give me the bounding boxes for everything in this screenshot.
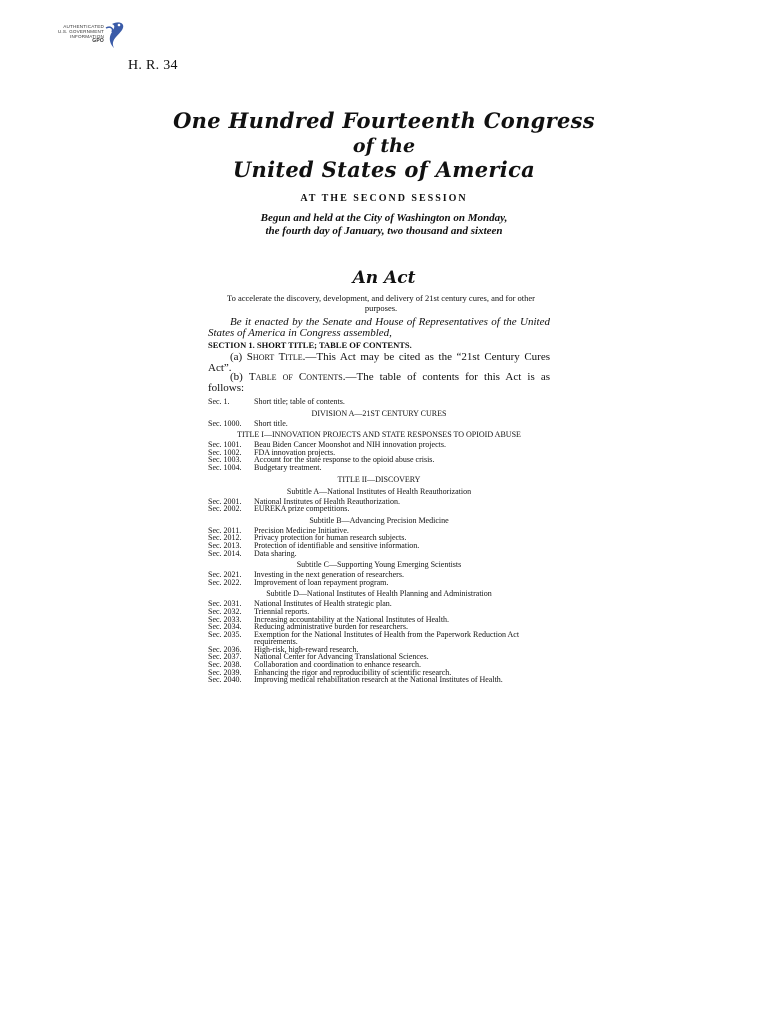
toc-section-number: Sec. 1004.	[208, 462, 242, 472]
toc-section-title: Reducing administrative burden for researchers.	[254, 622, 408, 632]
toc-section-number: Sec. 2037.	[208, 652, 242, 662]
toc-entry	[208, 464, 550, 472]
session-heading: AT THE SECOND SESSION	[300, 193, 468, 204]
seal-line: U.S. GOVERNMENT	[57, 29, 104, 34]
toc-entry	[208, 676, 550, 684]
toc-section-title: Investing in the next generation of researchers.	[254, 570, 404, 580]
toc-section-number: Sec. 1.	[208, 397, 230, 406]
enacting-clause: Be it enacted by the Senate and House of Representatives of the United States of America in Congress assembled,	[208, 316, 550, 339]
seal-line: AUTHENTICATED	[63, 24, 104, 29]
toc-section-number: Sec. 2033.	[208, 614, 242, 624]
toc-section-number: Sec. 2038.	[208, 660, 242, 670]
toc-section-number: Sec. 2002.	[208, 504, 242, 514]
para-heading: Short Title	[246, 351, 303, 363]
toc-section-title: Exemption for the National Institutes of Health from the Paperwork Reduction Act requirements.	[254, 629, 520, 647]
toc-section-number: Sec. 2040.	[208, 675, 242, 685]
toc-section-title: Short title.	[254, 418, 288, 428]
act-title: An Act	[352, 268, 416, 288]
toc-entry	[208, 631, 550, 646]
toc-entry	[208, 505, 550, 513]
toc-section-title: Short title; table of contents.	[254, 397, 345, 406]
begun-statement	[0, 212, 768, 238]
toc-section-number: Sec. 1000.	[208, 418, 242, 428]
para-text: .—The table of contents for this Act is as follows:	[208, 371, 550, 394]
toc-entry	[208, 398, 550, 406]
toc-section-number: Sec. 2035.	[208, 629, 242, 639]
toc-section-title: High-risk, high-reward research.	[254, 644, 359, 654]
toc-section-title: Improvement of loan repayment program.	[254, 577, 389, 587]
toc-section-title: Protection of identifiable and sensitive information.	[254, 540, 420, 550]
congress-title-line2: of the	[352, 135, 416, 157]
section-1-heading: SECTION 1. SHORT TITLE; TABLE OF CONTENTS.	[208, 340, 412, 350]
toc-heading: DIVISION A—21ST CENTURY CURES	[311, 408, 447, 418]
toc-section-title: Enhancing the rigor and reproducibility of scientific research.	[254, 667, 452, 677]
toc-heading: TITLE I—INNOVATION PROJECTS AND STATE RESPONSES TO OPIOID ABUSE	[237, 430, 521, 440]
congress-title-line1: One Hundred Fourteenth Congress	[173, 108, 595, 133]
toc-section-title: Triennial reports.	[254, 606, 310, 616]
para-heading: Table of Contents	[248, 371, 343, 383]
begun-line1: Begun and held at the City of Washington on Monday,	[260, 212, 508, 224]
toc-section-title: National Institutes of Health strategic plan.	[254, 599, 392, 609]
paragraph-table-of-contents	[208, 372, 550, 394]
toc-section-number: Sec. 2039.	[208, 667, 242, 677]
toc-section-number: Sec. 2014.	[208, 548, 242, 558]
toc-heading: Subtitle B—Advancing Precision Medicine	[309, 515, 449, 525]
toc-section-number: Sec. 2034.	[208, 622, 242, 632]
toc-section-number: Sec. 2032.	[208, 606, 242, 616]
toc-entry	[208, 579, 550, 587]
seal-line: GPO	[92, 38, 104, 44]
toc-section-number: Sec. 2022.	[208, 577, 242, 587]
para-label: (a)	[230, 351, 247, 363]
toc-section-title: Improving medical rehabilitation research at the National Institutes of Health.	[254, 675, 503, 685]
toc-heading: Subtitle C—Supporting Young Emerging Scientists	[296, 560, 462, 570]
toc-section-number: Sec. 2001.	[208, 496, 242, 506]
toc-heading: TITLE II—DISCOVERY	[337, 474, 421, 484]
toc-section-number: Sec. 1003.	[208, 455, 242, 465]
toc-entry	[208, 420, 550, 428]
toc-section-title: National Institutes of Health Reauthorization.	[254, 496, 400, 506]
para-label: (b)	[230, 371, 249, 383]
toc-section-number: Sec. 2013.	[208, 540, 242, 550]
toc-section-number: Sec. 2036.	[208, 644, 242, 654]
toc-section-number: Sec. 2031.	[208, 599, 242, 609]
eagle-seal-icon	[50, 18, 130, 54]
congress-title-line3: United States of America	[232, 157, 536, 182]
toc-section-number: Sec. 2012.	[208, 533, 242, 543]
toc-section-title: EUREKA prize competitions.	[254, 504, 350, 514]
seal-line: INFORMATION	[69, 34, 104, 39]
act-purpose: To accelerate the discovery, development, and delivery of 21st century cures, and for other purposes.	[226, 293, 536, 313]
toc-entry	[208, 550, 550, 558]
toc-section-title: National Center for Advancing Translational Sciences.	[254, 652, 429, 662]
toc-section-title: Precision Medicine Initiative.	[254, 525, 349, 535]
toc-section-title: Privacy protection for human research subjects.	[254, 533, 407, 543]
toc-heading: Subtitle D—National Institutes of Health Planning and Administration	[266, 589, 492, 599]
toc-section-title: FDA innovation projects.	[254, 447, 336, 457]
bill-number: H. R. 34	[128, 58, 178, 73]
toc-section-number: Sec. 1002.	[208, 447, 242, 457]
para-text: .—This Act may be cited as the “21st Century Cures Act”.	[208, 351, 551, 374]
toc-section-title: Budgetary treatment.	[254, 462, 322, 472]
begun-line2: the fourth day of January, two thousand and sixteen	[265, 225, 503, 237]
toc-section-number: Sec. 2011.	[208, 525, 242, 535]
toc-section-title: Increasing accountability at the National Institutes of Health.	[254, 614, 450, 624]
toc-section-title: Account for the state response to the opioid abuse crisis.	[254, 455, 435, 465]
toc-heading: Subtitle A—National Institutes of Health Reauthorization	[286, 486, 472, 496]
toc-section-number: Sec. 2021.	[208, 570, 242, 580]
toc-section-title: Collaboration and coordination to enhance research.	[254, 660, 422, 670]
toc-section-title: Data sharing.	[254, 548, 297, 558]
gpo-authentication-seal	[50, 18, 130, 54]
toc-section-title: Beau Biden Cancer Moonshot and NIH innovation projects.	[254, 440, 446, 450]
toc-section-number: Sec. 1001.	[208, 440, 242, 450]
table-of-contents	[208, 398, 550, 684]
